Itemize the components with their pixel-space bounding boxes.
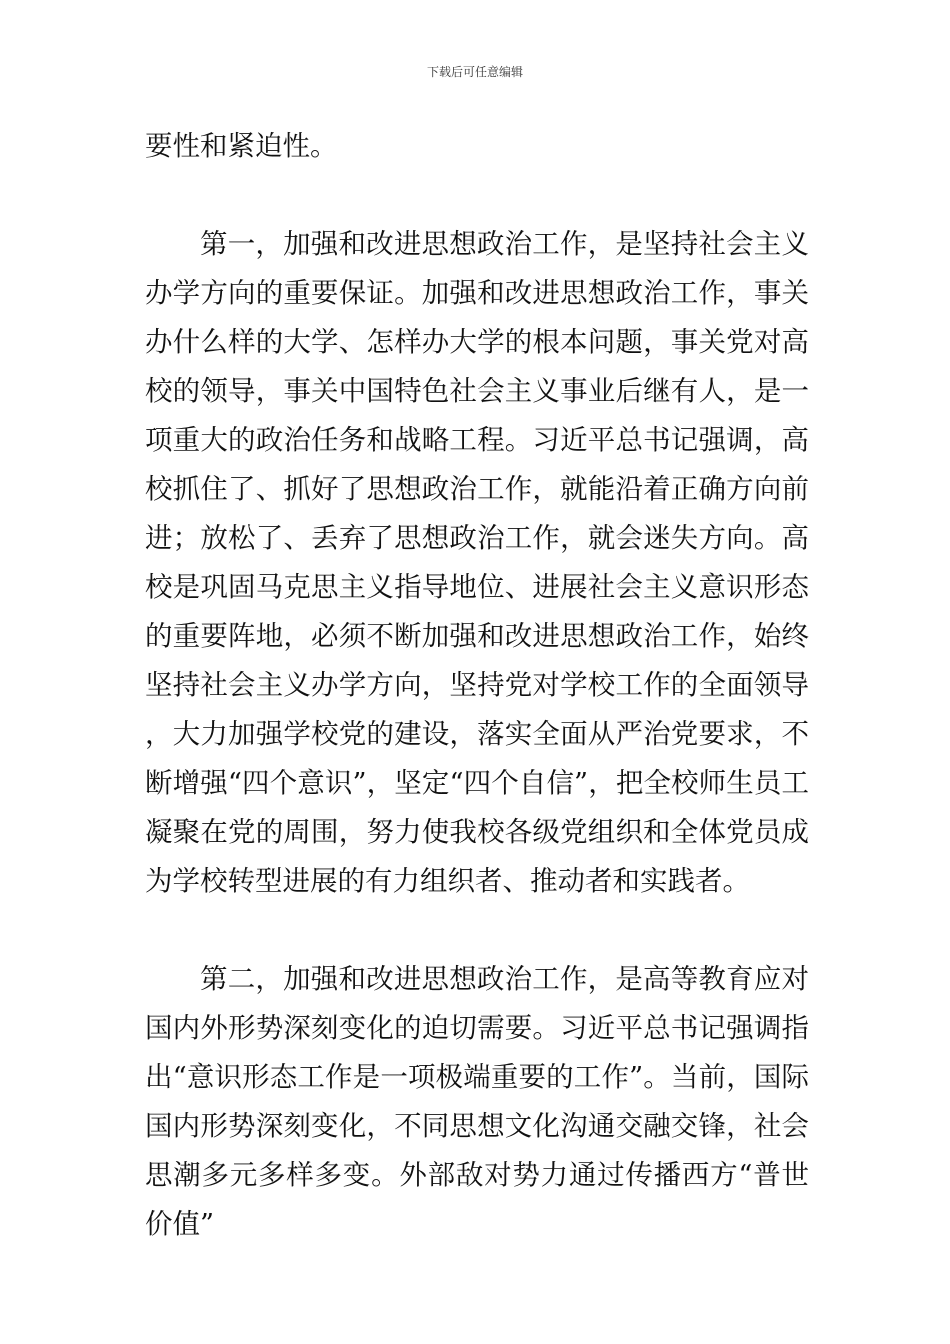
paragraph-gap [145, 171, 809, 220]
paragraph-first-point: 第一，加强和改进思想政治工作，是坚持社会主义办学方向的重要保证。加强和改进思想政治工作，事关办什么样的大学、怎样办大学的根本问题，事关党对高校的领导，事关中国特色社会主义事业后继有人，是一项重大的政治任务和战略工程。习近平总书记强调，高校抓住了、抓好了思想政治工作，就能沿着正确方向前进；放松了、丢弃了思想政治工作，就会迷失方向。高校是巩固马克思主义指导地位、进展社会主义意识形态的重要阵地，必须不断加强和改进思想政治工作，始终坚持社会主义办学方向，坚持党对学校工作的全面领导，大力加强学校党的建设，落实全面从严治党要求，不断增强“四个意识”，坚定“四个自信”，把全校师生员工凝聚在党的周围，努力使我校各级党组织和全体党员成为学校转型进展的有力组织者、推动者和实践者。 [145, 228, 809, 897]
paragraph-continuation: 要性和紧迫性。 [145, 130, 338, 162]
paragraph-gap [145, 906, 809, 955]
document-body [145, 122, 809, 1249]
paragraph-second-point: 第二，加强和改进思想政治工作，是高等教育应对国内外形势深刻变化的迫切需要。习近平总书记强调指出“意识形态工作是一项极端重要的工作”。当前，国际国内形势深刻变化，不同思想文化沟通交融交锋，社会思潮多元多样多变。外部敌对势力通过传播西方“普世价值” [145, 963, 809, 1240]
page-header-note: 下载后可任意编辑 [426, 65, 523, 79]
